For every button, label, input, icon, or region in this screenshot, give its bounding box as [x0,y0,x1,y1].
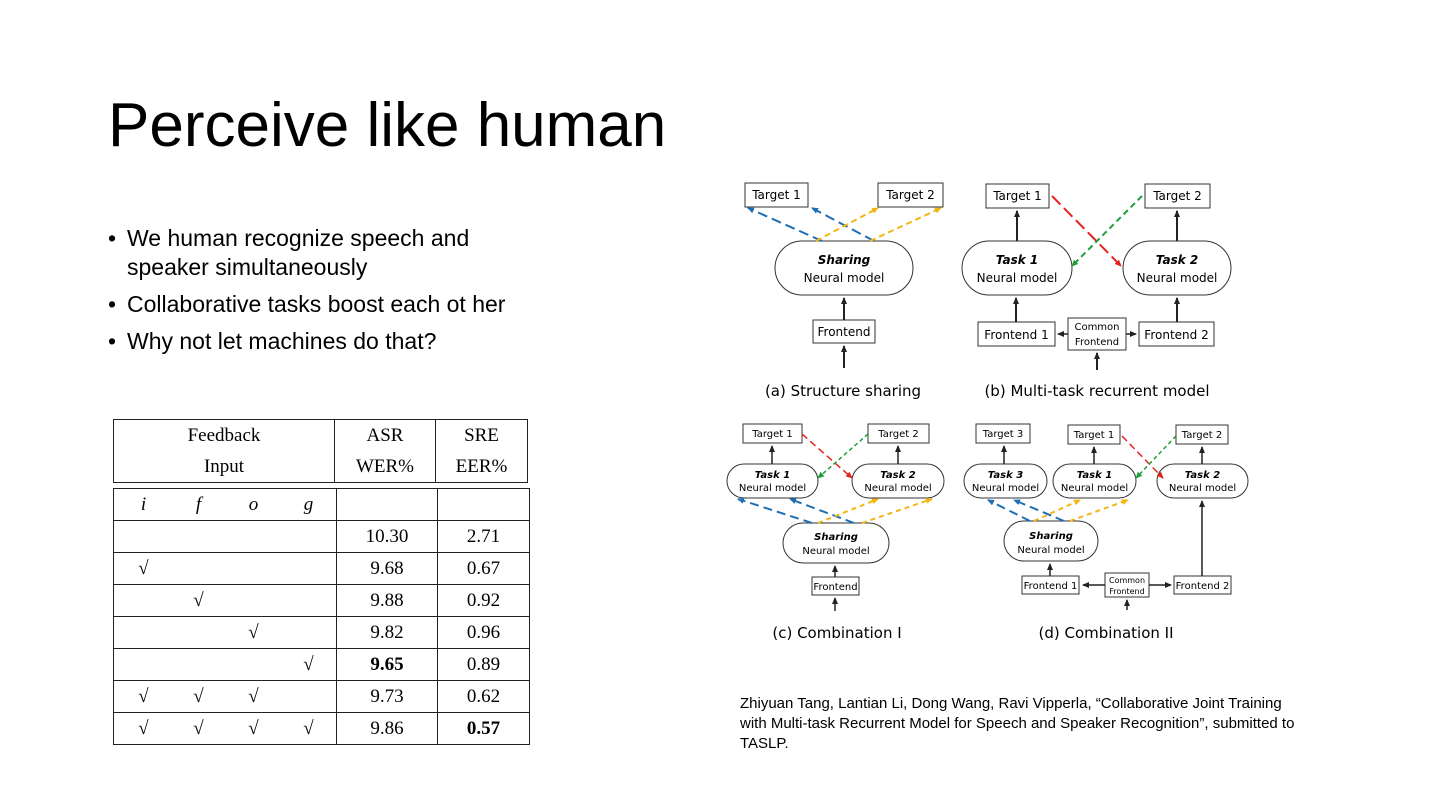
eer-cell: 0.89 [438,649,530,681]
eer-cell: 0.62 [438,681,530,713]
wer-cell: 9.82 [337,617,438,649]
target-1-label: Target 1 [993,189,1042,203]
eer-cell: 0.96 [438,617,530,649]
panel-combination-2 [964,424,1248,642]
bullet-item [108,224,528,282]
table-row [114,521,530,553]
check-mark: √ [193,717,204,739]
common-frontend-label: Frontend [1109,587,1145,596]
caption-d: (d) Combination II [1038,624,1174,642]
wer-cell: 9.88 [337,585,438,617]
task-3-label: Task 3 [987,470,1024,481]
sharing-label: Sharing [817,253,871,267]
architecture-figure [722,176,1262,656]
task-1-label: Task 1 [754,470,791,481]
check-mark: √ [193,589,204,611]
check-mark: √ [138,717,149,739]
task-2-label: Task 2 [880,470,916,481]
gate-label: g [303,493,314,515]
neural-model-label: Neural model [802,546,870,557]
header-sre: SRE [436,420,528,452]
gate-label: i [140,493,147,515]
task-1-label: Task 1 [1076,470,1113,481]
gate-label: o [248,493,259,515]
bullet-item [108,327,528,356]
target-1-label: Target 1 [752,429,793,440]
neural-model-label: Neural model [1017,545,1085,556]
neural-model-label: Neural model [803,271,885,285]
slide-title: Perceive like human [108,91,667,160]
frontend-2-label: Frontend 2 [1175,581,1230,592]
table-header [113,419,528,483]
neural-model-label: Neural model [976,271,1058,285]
target-1-label: Target 1 [1073,430,1115,441]
table-row [114,617,530,649]
wer-cell: 9.73 [337,681,438,713]
table-row [114,649,530,681]
header-asr: ASR [335,420,436,452]
check-mark: √ [193,685,204,707]
frontend-1-label: Frontend 1 [1023,581,1078,592]
check-mark: √ [138,685,149,707]
neural-model-label: Neural model [1136,271,1218,285]
eer-cell: 0.57 [438,713,530,745]
gate-label: f [195,493,202,515]
sharing-label: Sharing [814,532,858,543]
bullet-list [108,224,528,364]
header-eer: EER% [436,451,528,483]
gate-flags-cell [114,681,337,713]
common-frontend-label: Frontend [1074,337,1120,348]
target-3-label: Target 3 [982,429,1024,440]
empty-cell [337,489,438,521]
panel-combination-1 [727,424,944,642]
caption-a: (a) Structure sharing [764,382,922,400]
header-input: Input [203,455,245,477]
neural-model-label: Neural model [1060,483,1129,494]
neural-model-label: Neural model [1168,483,1237,494]
gate-flags-cell [114,585,337,617]
target-2-label: Target 2 [878,429,919,440]
header-wer: WER% [335,451,436,483]
eer-cell: 2.71 [438,521,530,553]
gate-labels [114,489,337,521]
wer-cell: 9.68 [337,553,438,585]
bullet-text: Why not let machines do that? [127,328,437,354]
gate-flags-cell [114,521,337,553]
empty-cell [438,489,530,521]
task-1-label: Task 1 [995,253,1039,267]
wer-cell: 10.30 [337,521,438,553]
panel-multi-task [962,184,1231,400]
check-mark: √ [248,685,259,707]
check-mark: √ [248,621,259,643]
target-2-label: Target 2 [1181,430,1223,441]
bullet-text: We human recognize speech and speaker simultaneously [127,225,470,280]
bullet-text: Collaborative tasks boost each ot her [127,291,506,317]
gate-flags-cell [114,553,337,585]
table-row [114,713,530,745]
header-feedback: Feedback [187,424,261,446]
neural-model-label: Neural model [971,483,1040,494]
task-2-label: Task 2 [1184,470,1221,481]
table-body [113,488,530,745]
table-row [114,681,530,713]
bullet-item [108,290,528,319]
wer-cell: 9.65 [337,649,438,681]
frontend-1-label: Frontend 1 [984,328,1049,342]
check-mark: √ [248,717,259,739]
eer-cell: 0.92 [438,585,530,617]
neural-model-label: Neural model [864,483,932,494]
task-2-label: Task 2 [1155,253,1199,267]
common-label: Common [1074,322,1120,333]
panel-structure-sharing [745,183,943,400]
results-table [113,419,530,745]
eer-cell: 0.67 [438,553,530,585]
frontend-2-label: Frontend 2 [1144,328,1209,342]
sharing-label: Sharing [1029,531,1073,542]
citation: Zhiyuan Tang, Lantian Li, Dong Wang, Ravi Vipperla, “Collaborative Joint Training with Multi-task Recurrent Model for Speech and Speaker Recognition”, submitted to TASLP. [740,695,1295,752]
frontend-label: Frontend [817,325,871,339]
target-1-label: Target 1 [752,188,801,202]
bullet-dot: • [108,225,117,251]
caption-b: (b) Multi-task recurrent model [984,382,1210,400]
check-mark: √ [303,717,314,739]
common-label: Common [1108,576,1146,585]
gate-flags-cell [114,649,337,681]
caption-c: (c) Combination I [772,624,902,642]
wer-cell: 9.86 [337,713,438,745]
target-2-label: Target 2 [1153,189,1202,203]
bullet-dot: • [108,291,117,317]
check-mark: √ [303,653,314,675]
frontend-label: Frontend [813,582,858,593]
table-row [114,553,530,585]
gate-flags-cell [114,617,337,649]
target-2-label: Target 2 [886,188,935,202]
neural-model-label: Neural model [738,483,807,494]
table-row [114,585,530,617]
bullet-dot: • [108,328,117,354]
gate-flags-cell [114,713,337,745]
check-mark: √ [138,557,149,579]
